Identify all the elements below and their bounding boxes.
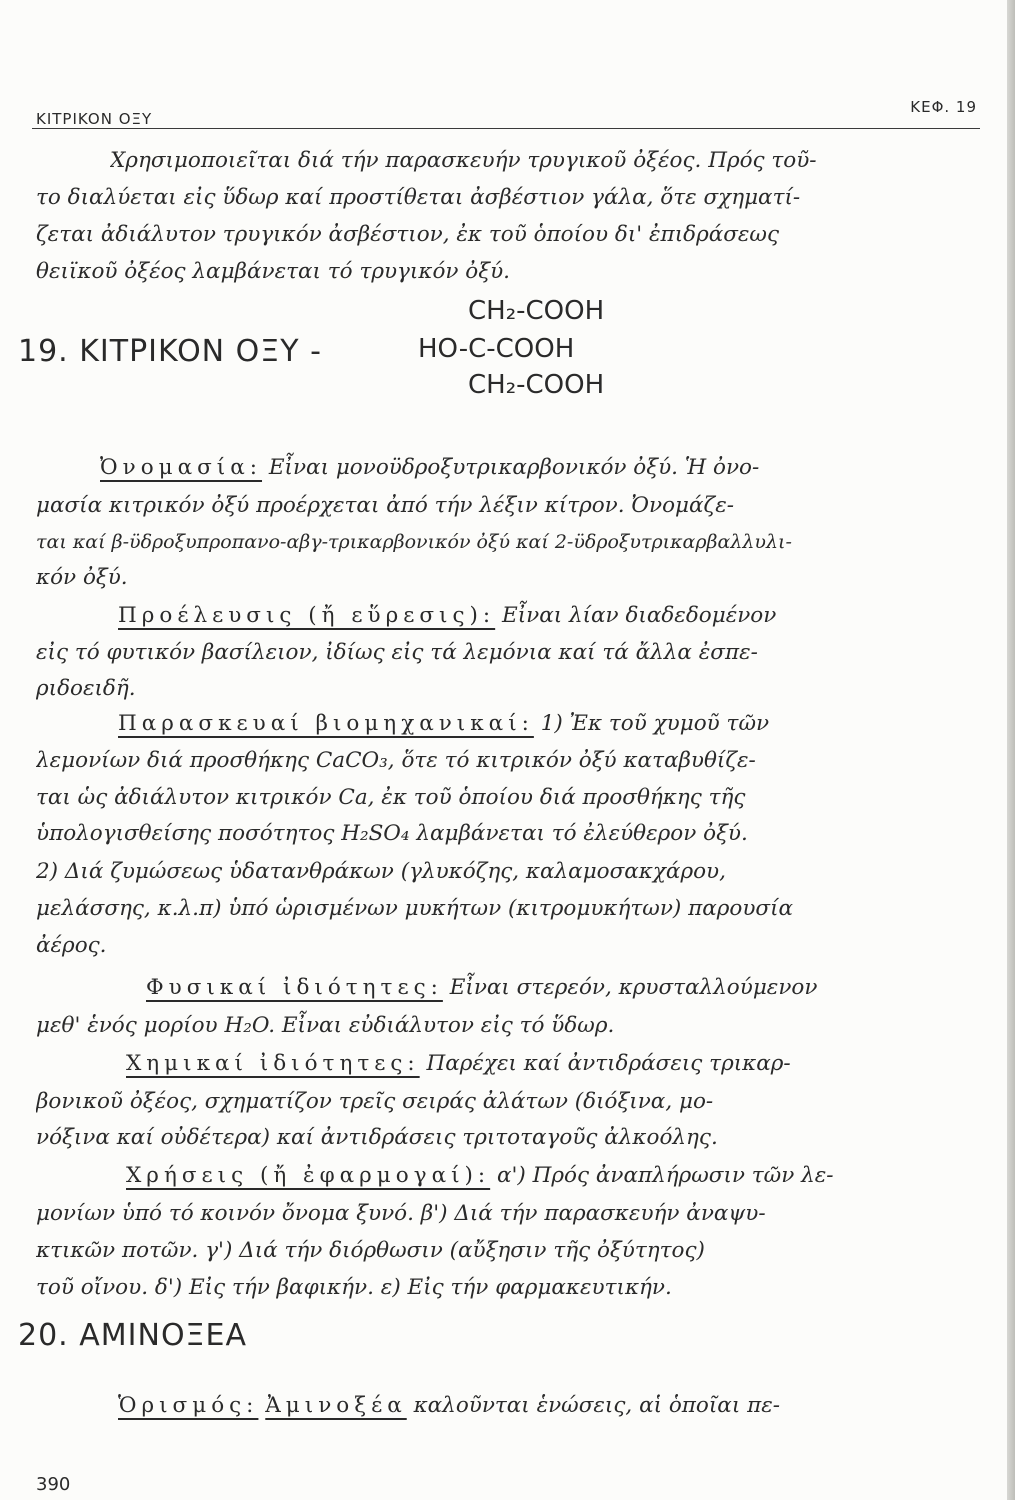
chemikai-line-2: βονικοῦ ὀξέος, σχηματίζον τρεῖς σειράς ἀλάτων (διόξινα, μο- <box>36 1089 714 1114</box>
chreseis-line-2: μονίων ὑπό τό κοινόν ὄνομα ξυνό. β') Διά τήν παρασκευήν ἀναψυ- <box>36 1201 766 1226</box>
paraskeuai-line-5: 2) Διά ζυμώσεως ὑδατανθράκων (γλυκόζης, καλαμοσακχάρου, <box>36 859 726 884</box>
chreseis-term: Χρήσεις (ἤ ἐφαρμογαί): <box>126 1163 491 1188</box>
onomasia-term: Ὀνομασία: <box>100 455 263 480</box>
intro-line-4: θειϊκοῦ ὀξέος λαμβάνεται τό τρυγικόν ὀξύ. <box>36 259 510 284</box>
orismos-text: καλοῦνται ἑνώσεις, αἱ ὁποῖαι πε- <box>406 1393 781 1418</box>
paraskeuai-line-6: μελάσσης, κ.λ.π) ὑπό ὡρισμένων μυκήτων (κιτρομυκήτων) παρουσία <box>36 896 794 921</box>
chemikai-line-3: νόξινα καί οὐδέτερα) καί ἀντιδράσεις τριτοταγοῦς ἀλκοόλης. <box>36 1125 718 1150</box>
proeleusis-line-3: ριδοειδῆ. <box>36 676 136 701</box>
section-19-heading: 19. KITPIKON OΞY - <box>18 334 322 369</box>
chemikai-text-1: Παρέχει καί ἀντιδράσεις τρικαρ- <box>419 1051 791 1076</box>
physikai-line-1 <box>146 972 990 1004</box>
intro-line-2: το διαλύεται εἰς ὕδωρ καί προστίθεται ἀσβέστιον γάλα, ὅτε σχηματί- <box>36 185 801 210</box>
paraskeuai-term: Παρασκευαί βιομηχανικαί: <box>118 711 534 736</box>
running-header-chapter: KEΦ. 19 <box>910 98 977 116</box>
proeleusis-text-1: Εἶναι λίαν διαδεδομένον <box>495 603 777 628</box>
running-header-title: KITPIKON OΞY <box>36 110 153 128</box>
physikai-term: Φυσικαί ἰδιότητες: <box>146 975 443 1000</box>
formula-bottom: CH₂-COOH <box>468 370 605 400</box>
onomasia-text-1: Εἶναι μονοϋδροξυτρικαρβονικόν ὀξύ. Ἡ ὀνο- <box>262 455 760 480</box>
orismos-line-1 <box>118 1390 990 1422</box>
proeleusis-line-1 <box>118 600 990 632</box>
proeleusis-line-2: εἰς τό φυτικόν βασίλειον, ἰδίως εἰς τά λεμόνια καί τά ἄλλα ἐσπε- <box>36 640 758 665</box>
page-number: 390 <box>36 1474 71 1495</box>
onomasia-line-4: κόν ὀξύ. <box>36 565 128 590</box>
formula-middle: HO-C-COOH <box>418 334 575 364</box>
orismos-term-aminoxea: Ἀμινοξέα <box>265 1393 407 1418</box>
onomasia-line-3: ται καί β-ϋδροξυπροπανο-αβγ-τρικαρβονικόν ὀξύ καί 2-ϋδροξυτρικαρβαλλυλι- <box>36 531 792 553</box>
chreseis-text-1: α') Πρός ἀναπλήρωσιν τῶν λε- <box>490 1163 834 1188</box>
paraskeuai-text-1: 1) Ἐκ τοῦ χυμοῦ τῶν <box>533 711 770 736</box>
formula-top: CH₂-COOH <box>468 296 605 326</box>
chreseis-line-4: τοῦ οἴνου. δ') Εἰς τήν βαφικήν. ε) Εἰς τήν φαρμακευτικήν. <box>36 1275 672 1300</box>
paraskeuai-line-1 <box>118 708 990 740</box>
onomasia-line-2: μασία κιτρικόν ὀξύ προέρχεται ἀπό τήν λέξιν κίτρον. Ὀνομάζε- <box>36 493 734 518</box>
chreseis-line-1 <box>126 1160 990 1192</box>
section-20-heading: 20. AMINOΞEA <box>18 1318 247 1353</box>
intro-line-1: Χρησιμοποιεῖται διά τήν παρασκευήν τρυγικοῦ ὀξέος. Πρός τοῦ- <box>110 148 817 173</box>
orismos-term: Ὁρισμός: <box>118 1393 259 1418</box>
intro-line-3: ζεται ἀδιάλυτον τρυγικόν ἀσβέστιον, ἐκ τοῦ ὁποίου δι' ἐπιδράσεως <box>36 222 780 247</box>
physikai-text-1: Εἶναι στερεόν, κρυσταλλούμενον <box>442 975 818 1000</box>
header-rule <box>32 128 980 129</box>
paraskeuai-line-2: λεμονίων διά προσθήκης CaCO₃, ὅτε τό κιτρικόν ὀξύ καταβυθίζε- <box>36 748 756 773</box>
paraskeuai-line-7: ἀέρος. <box>36 933 107 958</box>
chemikai-line-1 <box>126 1048 990 1080</box>
paraskeuai-line-4: ὑπολογισθείσης ποσότητος H₂SO₄ λαμβάνεται τό ἐλεύθερον ὀξύ. <box>36 821 748 846</box>
chreseis-line-3: κτικῶν ποτῶν. γ') Διά τήν διόρθωσιν (αὔξησιν τῆς ὀξύτητος) <box>36 1238 705 1263</box>
chemikai-term: Χημικαί ἰδιότητες: <box>126 1051 420 1076</box>
page-edge-shadow <box>1007 0 1015 1500</box>
onomasia-line-1 <box>100 452 990 484</box>
paraskeuai-line-3: ται ὡς ἀδιάλυτον κιτρικόν Ca, ἐκ τοῦ ὁποίου διά προσθήκης τῆς <box>36 785 746 810</box>
proeleusis-term: Προέλευσις (ἤ εὕρεσις): <box>118 603 496 628</box>
physikai-line-2: μεθ' ἑνός μορίου H₂O. Εἶναι εὐδιάλυτον εἰς τό ὕδωρ. <box>36 1013 615 1038</box>
